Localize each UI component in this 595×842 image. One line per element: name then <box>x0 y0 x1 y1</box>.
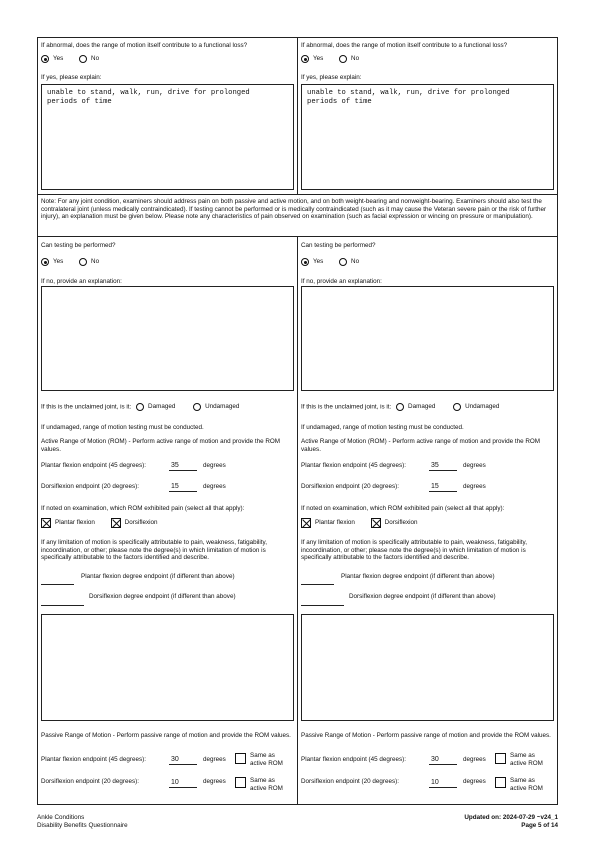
no-explain-textarea[interactable] <box>301 286 554 391</box>
func-loss-no-radio[interactable] <box>339 55 347 63</box>
dorsi-value[interactable]: 15 <box>429 482 457 492</box>
column-divider-bottom <box>297 236 298 805</box>
pain-label: If noted on examination, which ROM exhibited pain (select all that apply): <box>41 505 245 512</box>
pain-checkbox-group <box>301 518 432 528</box>
plantar-value[interactable]: 35 <box>429 461 457 471</box>
damaged-radio[interactable] <box>396 403 404 411</box>
passive-plantar-same-label: Same as active ROM <box>250 752 283 767</box>
testing-no-label: No <box>351 258 360 266</box>
footer-form-name: Ankle Conditions <box>37 814 85 821</box>
testing-no-radio[interactable] <box>339 258 347 266</box>
dorsi-degrees: degrees <box>203 483 226 490</box>
damaged-label: Damaged <box>408 403 436 411</box>
damaged-label: Damaged <box>148 403 176 411</box>
dorsi-diff-input[interactable] <box>301 605 344 606</box>
unclaimed-row <box>41 403 253 411</box>
func-loss-no-radio[interactable] <box>79 55 87 63</box>
plantar-degrees: degrees <box>203 462 226 469</box>
testing-yes-label: Yes <box>313 258 324 266</box>
limitation-text: If any limitation of motion is specifically attributable to pain, weakness, fatigability, incoordination, or other; please note the degree(s) in which limitation of motion is specifically attributable to the factors identified and describe. <box>301 539 527 562</box>
testing-yes-label: Yes <box>53 258 64 266</box>
pain-plantar-label: Plantar flexion <box>55 519 95 527</box>
active-rom-intro: Active Range of Motion (ROM) - Perform active range of motion and provide the ROM values. <box>301 438 541 453</box>
passive-plantar-degrees: degrees <box>463 756 486 763</box>
passive-dorsi-label: Dorsiflexion endpoint (20 degrees): <box>41 778 140 785</box>
func-loss-radio-group <box>41 55 113 63</box>
passive-intro: Passive Range of Motion - Perform passive range of motion and provide the ROM values. <box>301 732 551 739</box>
undamaged-note: If undamaged, range of motion testing must be conducted. <box>301 424 464 431</box>
passive-dorsi-value[interactable]: 10 <box>169 778 197 788</box>
pain-dorsi-checkbox[interactable] <box>371 518 381 528</box>
limitation-text: If any limitation of motion is specifically attributable to pain, weakness, fatigability, incoordination, or other; please note the degree(s) in which limitation of motion is specifically attributable to the factors identified and describe. <box>41 539 267 562</box>
plantar-label: Plantar flexion endpoint (45 degrees): <box>41 462 147 469</box>
dorsi-diff-label: Dorsiflexion degree endpoint (if different than above) <box>89 593 236 600</box>
passive-plantar-label: Plantar flexion endpoint (45 degrees): <box>41 756 147 763</box>
dorsi-diff-label: Dorsiflexion degree endpoint (if different than above) <box>349 593 496 600</box>
plantar-diff-input[interactable] <box>41 584 74 585</box>
undamaged-label: Undamaged <box>205 403 240 411</box>
passive-plantar-same-checkbox[interactable] <box>235 753 246 764</box>
plantar-label: Plantar flexion endpoint (45 degrees): <box>301 462 407 469</box>
testing-question: Can testing be performed? <box>41 242 116 249</box>
passive-dorsi-label: Dorsiflexion endpoint (20 degrees): <box>301 778 400 785</box>
plantar-diff-input[interactable] <box>301 584 334 585</box>
pain-dorsi-checkbox[interactable] <box>111 518 121 528</box>
func-loss-question: If abnormal, does the range of motion itself contribute to a functional loss? <box>41 42 248 49</box>
dorsi-diff-input[interactable] <box>41 605 84 606</box>
func-loss-no-label: No <box>351 55 360 63</box>
divider-above-note <box>37 194 558 195</box>
func-loss-yes-radio[interactable] <box>41 55 49 63</box>
pain-checkbox-group <box>41 518 172 528</box>
func-loss-yes-label: Yes <box>313 55 324 63</box>
testing-no-label: No <box>91 258 100 266</box>
footer-updated: Updated on: 2024-07-29 ~v24_1 <box>464 814 558 821</box>
func-loss-yes-radio[interactable] <box>301 55 309 63</box>
passive-plantar-same-label: Same as active ROM <box>510 752 543 767</box>
no-explain-label: If no, provide an explanation: <box>301 278 382 285</box>
passive-plantar-degrees: degrees <box>203 756 226 763</box>
passive-dorsi-value[interactable]: 10 <box>429 778 457 788</box>
explain-textarea[interactable]: unable to stand, walk, run, drive for prolonged periods of time <box>301 84 554 190</box>
dorsi-label: Dorsiflexion endpoint (20 degrees): <box>301 483 400 490</box>
plantar-degrees: degrees <box>463 462 486 469</box>
testing-no-radio[interactable] <box>79 258 87 266</box>
func-loss-question: If abnormal, does the range of motion itself contribute to a functional loss? <box>301 42 508 49</box>
active-rom-intro: Active Range of Motion (ROM) - Perform active range of motion and provide the ROM values. <box>41 438 281 453</box>
dorsi-label: Dorsiflexion endpoint (20 degrees): <box>41 483 140 490</box>
unclaimed-label: If this is the unclaimed joint, is it: <box>41 403 132 411</box>
passive-plantar-value[interactable]: 30 <box>169 755 197 765</box>
passive-dorsi-same-label: Same as active ROM <box>510 777 543 792</box>
limitation-textarea[interactable] <box>41 614 294 721</box>
unclaimed-label: If this is the unclaimed joint, is it: <box>301 403 392 411</box>
footer-form-type: Disability Benefits Questionnaire <box>37 822 128 829</box>
unclaimed-row <box>301 403 513 411</box>
limitation-textarea[interactable] <box>301 614 554 721</box>
footer-page-number: Page 5 of 14 <box>521 822 558 829</box>
dorsi-value[interactable]: 15 <box>169 482 197 492</box>
testing-yes-radio[interactable] <box>41 258 49 266</box>
dorsi-degrees: degrees <box>463 483 486 490</box>
no-explain-textarea[interactable] <box>41 286 294 391</box>
pain-testing-note: Note: For any joint condition, examiners should address pain on both passive and active motion, and on both weight-bearing and nonweight-bearing. Examiners should also test the contralateral joint (unless medically contraindicated). If testing cannot be performed or is medically contraindicated (such as it may cause the Veteran severe pain or the risk of further injury), an explanation must be given below. Please note any characteristics of pain observed on examination (such as facial expression or wincing on pressure or manipulation). <box>41 198 547 221</box>
func-loss-no-label: No <box>91 55 100 63</box>
passive-plantar-value[interactable]: 30 <box>429 755 457 765</box>
passive-plantar-label: Plantar flexion endpoint (45 degrees): <box>301 756 407 763</box>
undamaged-radio[interactable] <box>453 403 461 411</box>
func-loss-yes-label: Yes <box>53 55 64 63</box>
pain-plantar-label: Plantar flexion <box>315 519 355 527</box>
plantar-diff-label: Plantar flexion degree endpoint (if different than above) <box>81 573 235 580</box>
testing-radio-group <box>41 258 113 266</box>
undamaged-note: If undamaged, range of motion testing must be conducted. <box>41 424 204 431</box>
pain-label: If noted on examination, which ROM exhibited pain (select all that apply): <box>301 505 505 512</box>
passive-plantar-same-checkbox[interactable] <box>495 753 506 764</box>
pain-plantar-checkbox[interactable] <box>41 518 51 528</box>
pain-plantar-checkbox[interactable] <box>301 518 311 528</box>
undamaged-radio[interactable] <box>193 403 201 411</box>
plantar-value[interactable]: 35 <box>169 461 197 471</box>
no-explain-label: If no, provide an explanation: <box>41 278 122 285</box>
undamaged-label: Undamaged <box>465 403 500 411</box>
damaged-radio[interactable] <box>136 403 144 411</box>
column-divider-top <box>297 37 298 194</box>
explain-label: If yes, please explain: <box>41 74 102 81</box>
explain-textarea[interactable]: unable to stand, walk, run, drive for prolonged periods of time <box>41 84 294 190</box>
passive-dorsi-degrees: degrees <box>463 778 486 785</box>
passive-dorsi-same-checkbox[interactable] <box>235 777 246 788</box>
plantar-diff-label: Plantar flexion degree endpoint (if different than above) <box>341 573 495 580</box>
passive-intro: Passive Range of Motion - Perform passive range of motion and provide the ROM values. <box>41 732 291 739</box>
passive-dorsi-same-label: Same as active ROM <box>250 777 283 792</box>
testing-question: Can testing be performed? <box>301 242 376 249</box>
explain-label: If yes, please explain: <box>301 74 362 81</box>
testing-yes-radio[interactable] <box>301 258 309 266</box>
pain-dorsi-label: Dorsiflexion <box>384 519 418 527</box>
testing-radio-group <box>301 258 373 266</box>
pain-dorsi-label: Dorsiflexion <box>124 519 158 527</box>
func-loss-radio-group <box>301 55 373 63</box>
passive-dorsi-same-checkbox[interactable] <box>495 777 506 788</box>
passive-dorsi-degrees: degrees <box>203 778 226 785</box>
